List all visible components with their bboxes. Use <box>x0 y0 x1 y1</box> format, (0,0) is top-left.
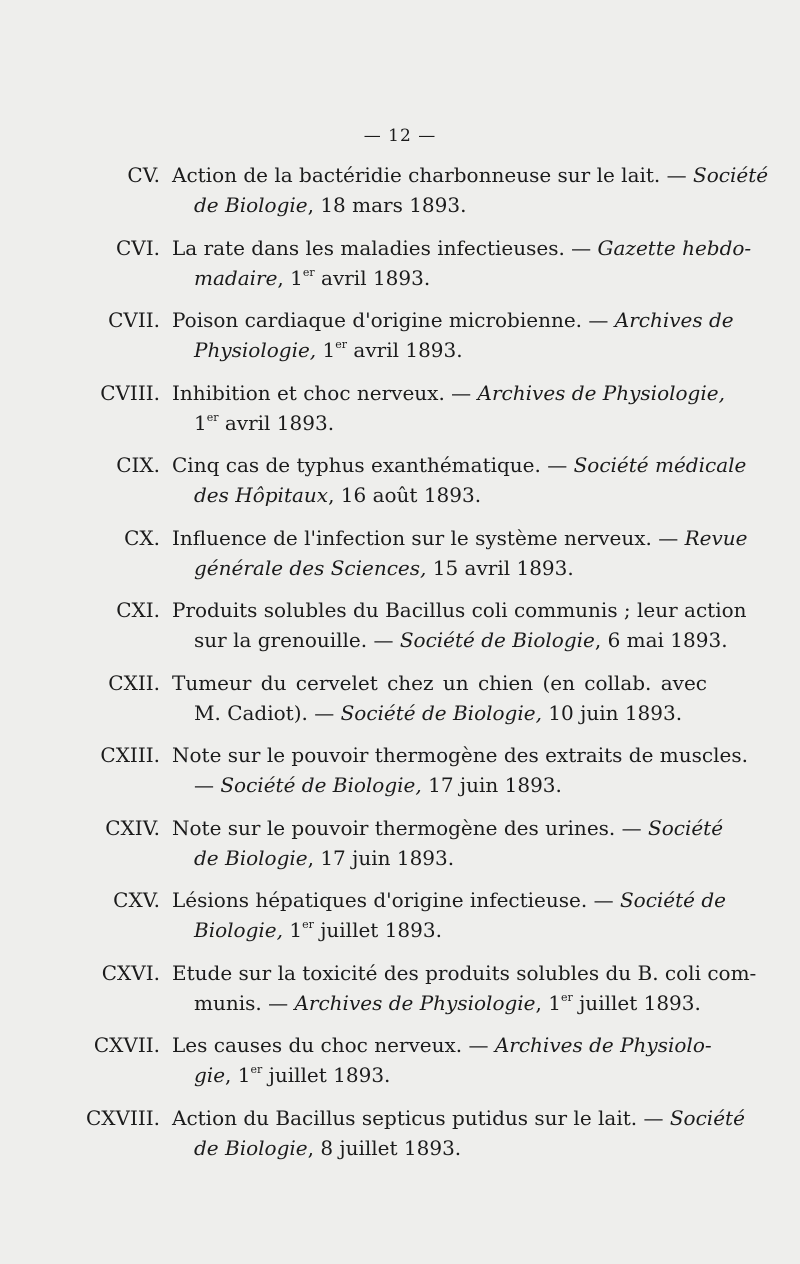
entry-line-1 <box>172 305 734 335</box>
entry-text <box>172 450 747 510</box>
entry-source-italic: de Biologie <box>194 845 308 870</box>
entry-date-rest: juillet 1893. <box>313 918 442 942</box>
entry-line-2 <box>172 1133 707 1163</box>
entry-date: , 6 mai 1893. <box>594 628 728 652</box>
entry-line-2 <box>172 770 707 800</box>
entry-numeral: CVIII. <box>100 380 160 405</box>
entry-numeral: CXIII. <box>100 743 160 767</box>
entry-date: , 1 <box>277 265 303 290</box>
entry-numeral: CXI. <box>116 598 160 622</box>
entry-source-italic: Société <box>648 815 724 840</box>
bibliography-entry <box>0 233 800 306</box>
entry-text <box>172 233 752 293</box>
entry-line-1 <box>172 233 752 263</box>
entry-title: Cinq cas de typhus exanthématique. — <box>172 453 574 477</box>
entry-numeral: CXVII. <box>93 1033 160 1057</box>
entry-text <box>172 668 707 728</box>
entry-line-1 <box>172 523 748 553</box>
bibliography-entry <box>0 595 800 668</box>
entry-line-2 <box>172 625 728 655</box>
entry-line-1 <box>172 450 747 480</box>
entry-line-2 <box>172 263 707 293</box>
entry-line-1 <box>172 1103 745 1133</box>
entry-line-2 <box>172 335 707 365</box>
entry-date-rest: juillet 1893. <box>262 1063 391 1087</box>
entry-line-1 <box>172 595 747 625</box>
entry-line-2 <box>172 408 707 438</box>
entry-numeral: CXII. <box>108 670 160 695</box>
entry-source-italic: Société <box>693 163 769 187</box>
entry-source-italic: Société de <box>619 888 726 912</box>
entry-source-italic: Société de Biologie <box>399 628 595 652</box>
page-number: — 12 — <box>363 126 437 146</box>
entry-title: Poison cardiaque d'origine microbienne. — <box>172 308 615 332</box>
entry-source-italic: des Hôpitaux <box>194 483 329 507</box>
entry-line-1 <box>172 160 769 190</box>
entry-title: Lésions hépatiques d'origine infectieuse. — <box>172 888 620 912</box>
entry-source-italic: madaire <box>194 265 278 290</box>
entry-numeral: CIX. <box>116 453 160 477</box>
entry-line-2 <box>172 698 707 728</box>
entry-source-italic: Archives de Physiolo- <box>494 1033 712 1057</box>
entry-source-italic: Société médicale <box>573 453 747 477</box>
entry-text <box>172 740 748 800</box>
entry-numeral: CVII. <box>108 308 160 332</box>
entry-title: Produits solubles du Bacillus coli communis ; leur action <box>172 598 747 622</box>
bibliography-list <box>0 160 800 1175</box>
entry-source-italic: gie <box>194 1063 226 1087</box>
entry-date: 10 juin 1893. <box>541 700 683 725</box>
bibliography-entry <box>0 1103 800 1176</box>
entry-date: , 17 juin 1893. <box>307 845 455 870</box>
entry-date: , 16 août 1893. <box>328 483 482 507</box>
bibliography-entry <box>0 740 800 813</box>
entry-text-continued: sur la grenouille. — <box>194 628 400 652</box>
entry-line-1 <box>172 958 757 988</box>
entry-text <box>172 595 747 655</box>
entry-numeral: CXV. <box>113 888 160 912</box>
entry-line-2 <box>172 915 707 945</box>
entry-source-italic: Gazette hebdo- <box>597 235 752 260</box>
bibliography-entry <box>0 958 800 1031</box>
entry-line-1 <box>172 885 726 915</box>
entry-line-2 <box>172 190 707 220</box>
entry-date-rest: juillet 1893. <box>572 990 701 1015</box>
entry-line-1 <box>172 1030 712 1060</box>
entry-date: 1 <box>194 410 207 435</box>
entry-title: Note sur le pouvoir thermogène des extraits de muscles. <box>172 743 748 767</box>
entry-text <box>172 1103 745 1163</box>
entry-line-1 <box>172 668 707 698</box>
entry-title: Inhibition et choc nerveux. — <box>172 380 478 405</box>
entry-text <box>172 1030 712 1090</box>
entry-date: 17 juin 1893. <box>421 773 562 797</box>
entry-numeral: CVI. <box>115 235 160 260</box>
entry-line-2 <box>172 1060 707 1090</box>
entry-date: , 1 <box>225 1063 251 1087</box>
entry-numeral: CX. <box>124 525 160 550</box>
entry-date-rest: avril 1893. <box>218 410 335 435</box>
entry-title: Tumeur du cervelet chez un chien (en collab. avec <box>172 670 707 695</box>
entry-line-2 <box>172 988 707 1018</box>
entry-date-rest: avril 1893. <box>314 265 431 290</box>
entry-line-2 <box>172 553 707 583</box>
entry-text <box>172 885 726 945</box>
entry-source-italic: Société de Biologie, <box>340 700 542 725</box>
entry-source-italic: Physiologie, <box>194 338 317 362</box>
entry-title: Influence de l'infection sur le système nerveux. — <box>172 525 685 550</box>
entry-title: La rate dans les maladies infectieuses. — <box>172 235 598 260</box>
entry-text <box>172 958 757 1018</box>
entry-title: Note sur le pouvoir thermogène des urines. — <box>172 815 648 840</box>
bibliography-entry <box>0 160 800 233</box>
bibliography-entry <box>0 523 800 596</box>
entry-date: , 18 mars 1893. <box>307 193 467 217</box>
bibliography-entry <box>0 1030 800 1103</box>
entry-line-1 <box>172 740 748 770</box>
entry-title: Action du Bacillus septicus putidus sur le lait. — <box>172 1105 670 1130</box>
entry-numeral: CV. <box>127 163 160 187</box>
bibliography-entry <box>0 450 800 523</box>
ordinal-superscript: er <box>302 918 314 932</box>
entry-numeral: CXVI. <box>101 960 160 985</box>
entry-text <box>172 813 724 873</box>
entry-text <box>172 523 748 583</box>
entry-title: Action de la bactéridie charbonneuse sur le lait. — <box>172 163 694 187</box>
ordinal-superscript: er <box>302 265 315 279</box>
entry-line-2 <box>172 480 707 510</box>
bibliography-entry <box>0 378 800 451</box>
entry-source-italic: Société de Biologie, <box>220 773 422 797</box>
entry-source-italic: de Biologie <box>194 193 308 217</box>
entry-text-continued: — <box>194 773 221 797</box>
entry-date-rest: avril 1893. <box>347 338 463 362</box>
entry-text <box>172 305 734 365</box>
entry-numeral: CXIV. <box>105 815 160 840</box>
ordinal-superscript: er <box>335 338 348 352</box>
entry-text <box>172 160 769 220</box>
bibliography-entry <box>0 305 800 378</box>
entry-source-italic: Archives de Physiologie, <box>477 380 725 405</box>
entry-source-italic: Archives de Physiologie <box>294 990 536 1015</box>
ordinal-superscript: er <box>560 990 573 1004</box>
entry-date: 1 <box>282 918 303 942</box>
entry-source-italic: Biologie, <box>194 918 283 942</box>
entry-title: Les causes du choc nerveux. — <box>172 1033 495 1057</box>
entry-source-italic: générale des Sciences, <box>194 555 427 580</box>
entry-line-1 <box>172 813 724 843</box>
entry-text <box>172 378 725 438</box>
entry-date: , 1 <box>535 990 561 1015</box>
ordinal-superscript: er <box>206 410 219 424</box>
bibliography-entry <box>0 885 800 958</box>
entry-source-italic: Archives de <box>614 308 734 332</box>
entry-text-continued: munis. — <box>194 990 295 1015</box>
entry-title: Etude sur la toxicité des produits solubles du B. coli com- <box>172 960 757 985</box>
entry-line-1 <box>172 378 725 408</box>
entry-date: , 8 juillet 1893. <box>307 1135 462 1160</box>
entry-source-italic: de Biologie <box>194 1135 308 1160</box>
entry-line-2 <box>172 843 707 873</box>
entry-text-continued: M. Cadiot). — <box>194 700 341 725</box>
entry-source-italic: Société <box>669 1105 745 1130</box>
ordinal-superscript: er <box>250 1063 263 1077</box>
entry-source-italic: Revue <box>684 525 748 550</box>
entry-numeral: CXVIII. <box>85 1105 160 1130</box>
entry-date: 1 <box>316 338 336 362</box>
bibliography-entry <box>0 813 800 886</box>
entry-date: 15 avril 1893. <box>426 555 574 580</box>
bibliography-entry <box>0 668 800 741</box>
